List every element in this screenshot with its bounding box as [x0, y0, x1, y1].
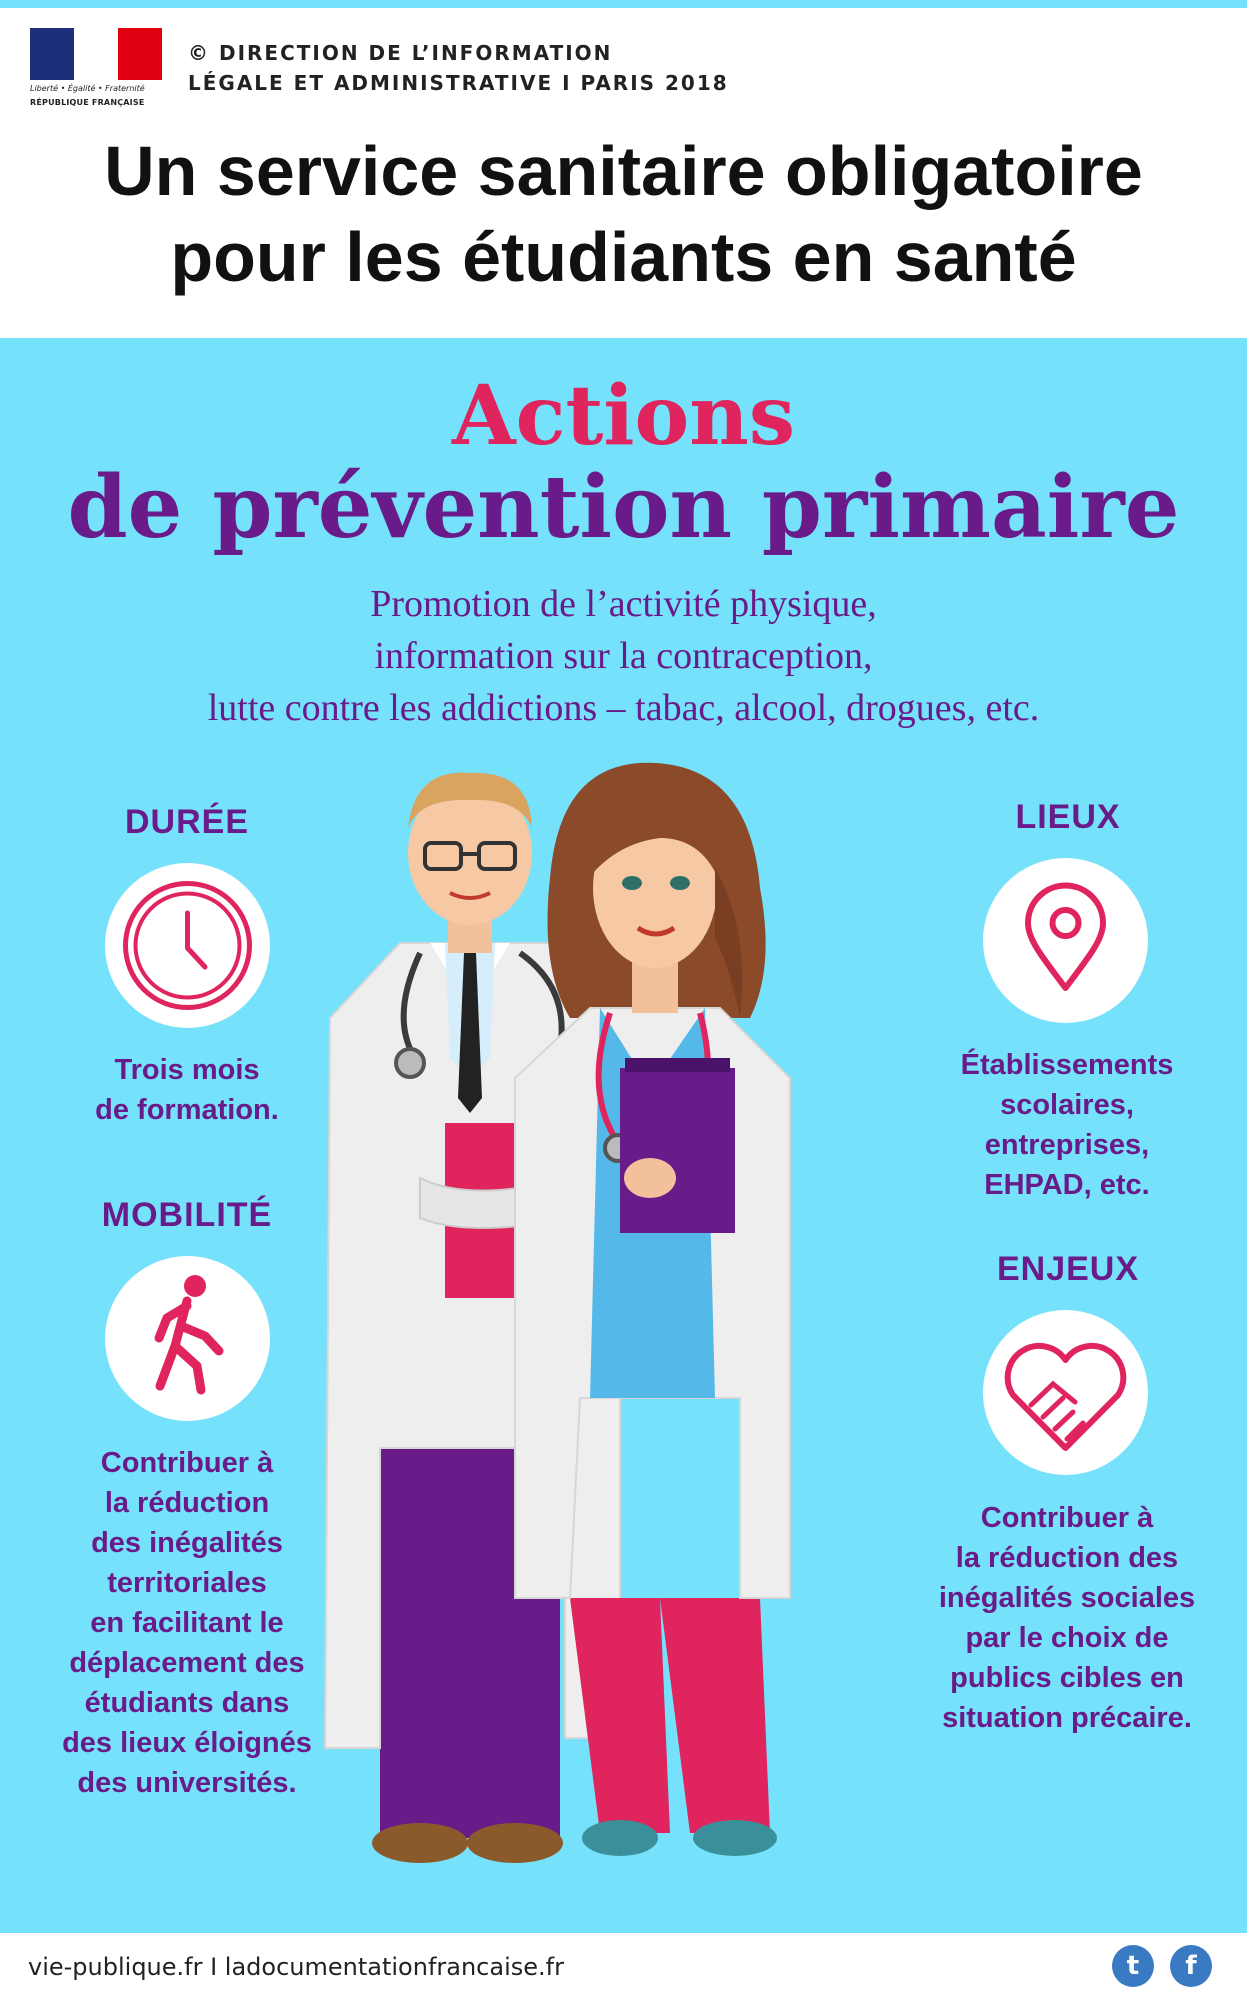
facebook-icon[interactable]: f [1170, 1945, 1212, 1987]
clock-icon [105, 863, 270, 1028]
twitter-icon[interactable]: t [1112, 1945, 1154, 1987]
intro-text [0, 578, 1247, 734]
mobilite-title: MOBILITÉ [101, 1196, 273, 1234]
page-title-line-2: pour les étudiants en santé [170, 218, 1077, 296]
lieux-title: LIEUX [1015, 798, 1121, 836]
heart-hands-icon [983, 1310, 1148, 1475]
page-title [0, 128, 1247, 300]
location-pin-icon [983, 858, 1148, 1023]
republique-francaise-logo [30, 28, 165, 113]
mobilite-icon-circle [105, 1256, 270, 1421]
duree-title: DURÉE [124, 803, 250, 841]
intro-line-3: lutte contre les addictions – tabac, alcool, drogues, etc. [207, 687, 1040, 729]
mobilite-text: Contribuer à la réduction des inégalités territoriales en facilitant le déplacement des étudiants dans des lieux éloignés des universités. [62, 1447, 312, 1799]
page-title-line-1: Un service sanitaire obligatoire [104, 132, 1143, 210]
intro-line-1: Promotion de l’activité physique, [370, 583, 877, 625]
header [0, 8, 1247, 338]
credit [188, 38, 729, 98]
logo-motto: Liberté • Égalité • Fraternité [30, 84, 145, 93]
lieux-text: Établissements scolaires, entreprises, EHPAD, etc. [960, 1049, 1174, 1201]
footer [0, 1933, 1247, 2000]
heading-actions: Actions [451, 368, 796, 464]
enjeux-title: ENJEUX [996, 1250, 1140, 1288]
credit-line-1: © DIRECTION DE L’INFORMATION [188, 41, 613, 65]
top-accent-bar [0, 0, 1247, 8]
walking-person-icon [105, 1256, 270, 1421]
flag-icon [30, 28, 162, 80]
health-professionals-illustration [320, 758, 940, 1888]
intro-line-2: information sur la contraception, [374, 635, 873, 677]
footer-links[interactable]: vie-publique.fr I ladocumentationfrancaise.fr [28, 1953, 564, 1981]
enjeux-text: Contribuer à la réduction des inégalités sociales par le choix de publics cibles en situation précaire. [938, 1502, 1196, 1734]
credit-line-2: LÉGALE ET ADMINISTRATIVE I PARIS 2018 [188, 71, 729, 95]
duree-icon-circle [105, 863, 270, 1028]
main-panel [0, 338, 1247, 1933]
logo-republic: RÉPUBLIQUE FRANÇAISE [30, 98, 145, 107]
lieux-icon-circle [983, 858, 1148, 1023]
enjeux-icon-circle [983, 1310, 1148, 1475]
duree-text: Trois mois de formation. [95, 1054, 279, 1126]
heading-prevention: de prévention primaire [67, 457, 1180, 558]
